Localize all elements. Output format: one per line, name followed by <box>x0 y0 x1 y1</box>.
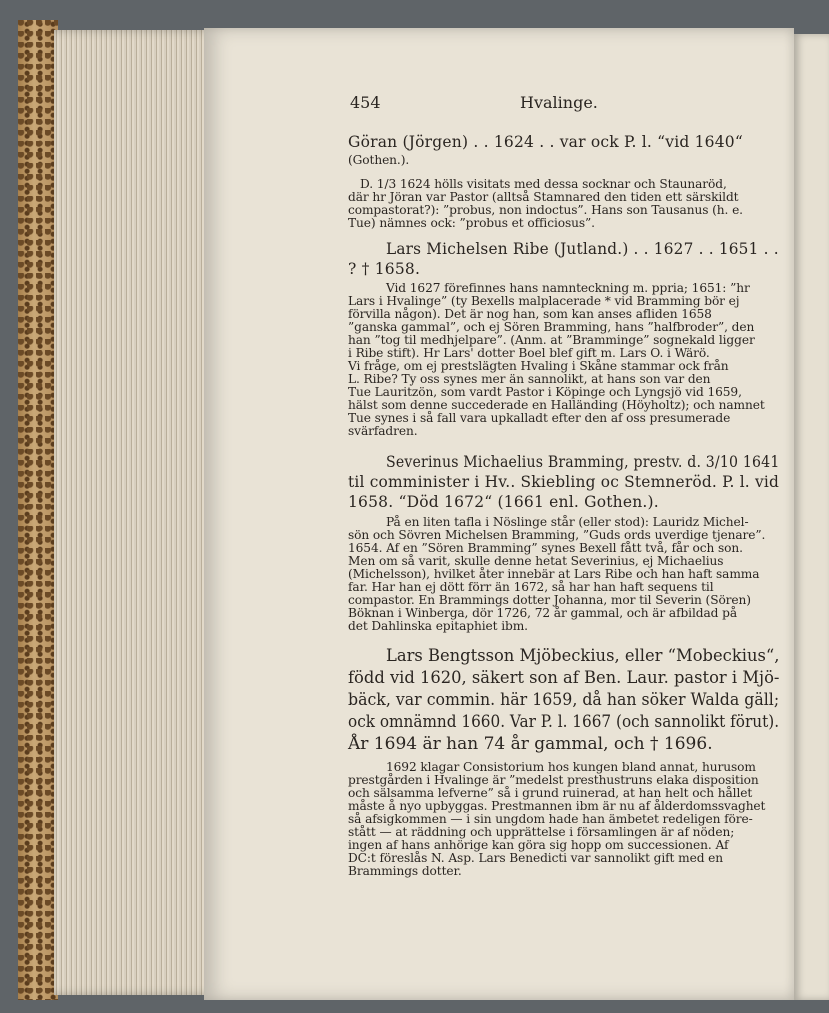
entry-3-body-line: sön och Sövren Michelsen Bramming, ”Guds ords uverdige tjenare”. <box>348 528 766 542</box>
entry-4-body-line: och sälsamma lefverne” så i grund ruinerad, at han helt och hållet <box>348 786 753 800</box>
running-title: Hvalinge. <box>520 93 598 112</box>
entry-4-body-line: Brammings dotter. <box>348 864 462 878</box>
entry-4-head-line-1: Lars Bengtsson Mjöbeckius, eller “Mobeckius“, <box>386 646 780 666</box>
entry-3-body-line: Men om så varit, skulle denne hetat Severinius, ej Michaelius <box>348 554 724 568</box>
entry-1-body-line: där hr Jöran var Pastor (alltså Stamnared den tiden ett särskildt <box>348 190 739 204</box>
entry-3-body-line: far. Har han ej dött förr än 1672, så har han haft sequens til <box>348 580 714 594</box>
entry-2-body-line: hälst som denne succederade en Halländing (Höyholtz); och namnet <box>348 398 765 412</box>
entry-2-body-line: Tue synes i så fall vara upkalladt efter den af oss presumerade <box>348 411 731 425</box>
entry-2-body-line: ”ganska gammal”, och ej Sören Bramming, hans ”halfbroder”, den <box>348 320 755 334</box>
entry-4-body-line: så afsigkommen — i sin ungdom hade han ämbetet redeligen före- <box>348 812 753 826</box>
entry-3-head-line-3: 1658. “Död 1672“ (1661 enl. Gothen.). <box>348 493 659 511</box>
entry-2-head-line-1: Lars Michelsen Ribe (Jutland.) . . 1627 . . 1651 . . <box>386 240 779 258</box>
entry-2-body-line: Vi fråge, om ej prestslägten Hvaling i Skåne stammar ock från <box>348 359 729 373</box>
entry-1-body-line: Tue) nämnes ock: ”probus et officiosus”. <box>348 216 595 230</box>
page-edges <box>54 30 224 995</box>
entry-4-head-line-2: född vid 1620, säkert son af Ben. Laur. pastor i Mjö- <box>348 668 780 688</box>
entry-1-head-line-2: (Gothen.). <box>348 153 410 167</box>
entry-2-body-line: Lars i Hvalinge” (ty Bexells malplacerade * vid Bramming bör ej <box>348 294 740 308</box>
entry-4-body-line: stått — at räddning och upprättelse i församlingen är af nöden; <box>348 825 735 839</box>
entry-2-body-line: i Ribe stift). Hr Lars' dotter Boel blef gift m. Lars O. i Wärö. <box>348 346 710 360</box>
entry-2-body-line: han ”tog til medhjelpare”. (Anm. at ”Bramminge” sognekald ligger <box>348 333 755 347</box>
entry-3-body-line: (Michelsson), hvilket åter innebär at Lars Ribe och han haft samma <box>348 567 760 581</box>
entry-3-head-line-1: Severinus Michaelius Bramming, prestv. d. 3/10 1641 <box>386 453 780 471</box>
entry-2-body-line: svärfadren. <box>348 424 418 438</box>
entry-2-head-line-2: ? † 1658. <box>348 260 421 278</box>
entry-4-body-line: prestgården i Hvalinge är ”medelst presthustruns elaka disposition <box>348 773 759 787</box>
entry-2-body-line: förvilla någon). Det är nog han, som kan anses afliden 1658 <box>348 307 712 321</box>
entry-4-body-line: måste å nyo upbyggas. Prestmannen ibm är nu af ålderdomssvaghet <box>348 799 766 813</box>
entry-2-body-line: Vid 1627 förefinnes hans namnteckning m. ppria; 1651: ”hr <box>386 281 750 295</box>
book-cover <box>18 20 58 1000</box>
entry-4-body-line: ingen af hans anhörige kan göra sig hopp om successionen. Af <box>348 838 729 852</box>
entry-4-head-line-3: bäck, var commin. här 1659, då han söker Walda gäll; <box>348 690 780 710</box>
entry-3-body-line: det Dahlinska epitaphiet ibm. <box>348 619 528 633</box>
entry-4-body-line: 1692 klagar Consistorium hos kungen bland annat, hurusom <box>386 760 756 774</box>
next-page-edge <box>794 34 829 1000</box>
entry-1-body-line: D. 1/3 1624 hölls visitats med dessa socknar och Staunaröd, <box>360 177 727 191</box>
entry-3-body-line: compastor. En Brammings dotter Johanna, mor til Severin (Sören) <box>348 593 751 607</box>
entry-1-body-line: compastorat?): ”probus, non indoctus”. Hans son Tausanus (h. e. <box>348 203 743 217</box>
entry-3-head-line-2: til comminister i Hv.. Skiebling oc Stemneröd. P. l. vid <box>348 473 780 491</box>
entry-3-body-line: Böknan i Winberga, dör 1726, 72 år gammal, och är afbildad på <box>348 606 737 620</box>
entry-4-body-line: DC:t föreslås N. Asp. Lars Benedicti var sannolikt gift med en <box>348 851 724 865</box>
entry-3-body-line: På en liten tafla i Nöslinge står (eller stod): Lauridz Michel- <box>386 515 749 529</box>
entry-4-head-line-5: År 1694 är han 74 år gammal, och † 1696. <box>348 734 713 754</box>
entry-2-body-line: Tue Lauritzön, som vardt Pastor i Köpinge och Lyngsjö vid 1659, <box>348 385 742 399</box>
book <box>18 20 829 1000</box>
entry-3-body-line: 1654. Af en ”Sören Bramming” synes Bexell fått två, får och son. <box>348 541 743 555</box>
entry-1-head-line-1: Göran (Jörgen) . . 1624 . . var ock P. l. “vid 1640“ <box>348 133 743 151</box>
entry-4-head-line-4: ock omnämnd 1660. Var P. l. 1667 (och sannolikt förut). <box>348 712 780 732</box>
page-number: 454 <box>350 93 381 112</box>
page <box>204 28 794 1000</box>
entry-2-body-line: L. Ribe? Ty oss synes mer än sannolikt, at hans son var den <box>348 372 711 386</box>
